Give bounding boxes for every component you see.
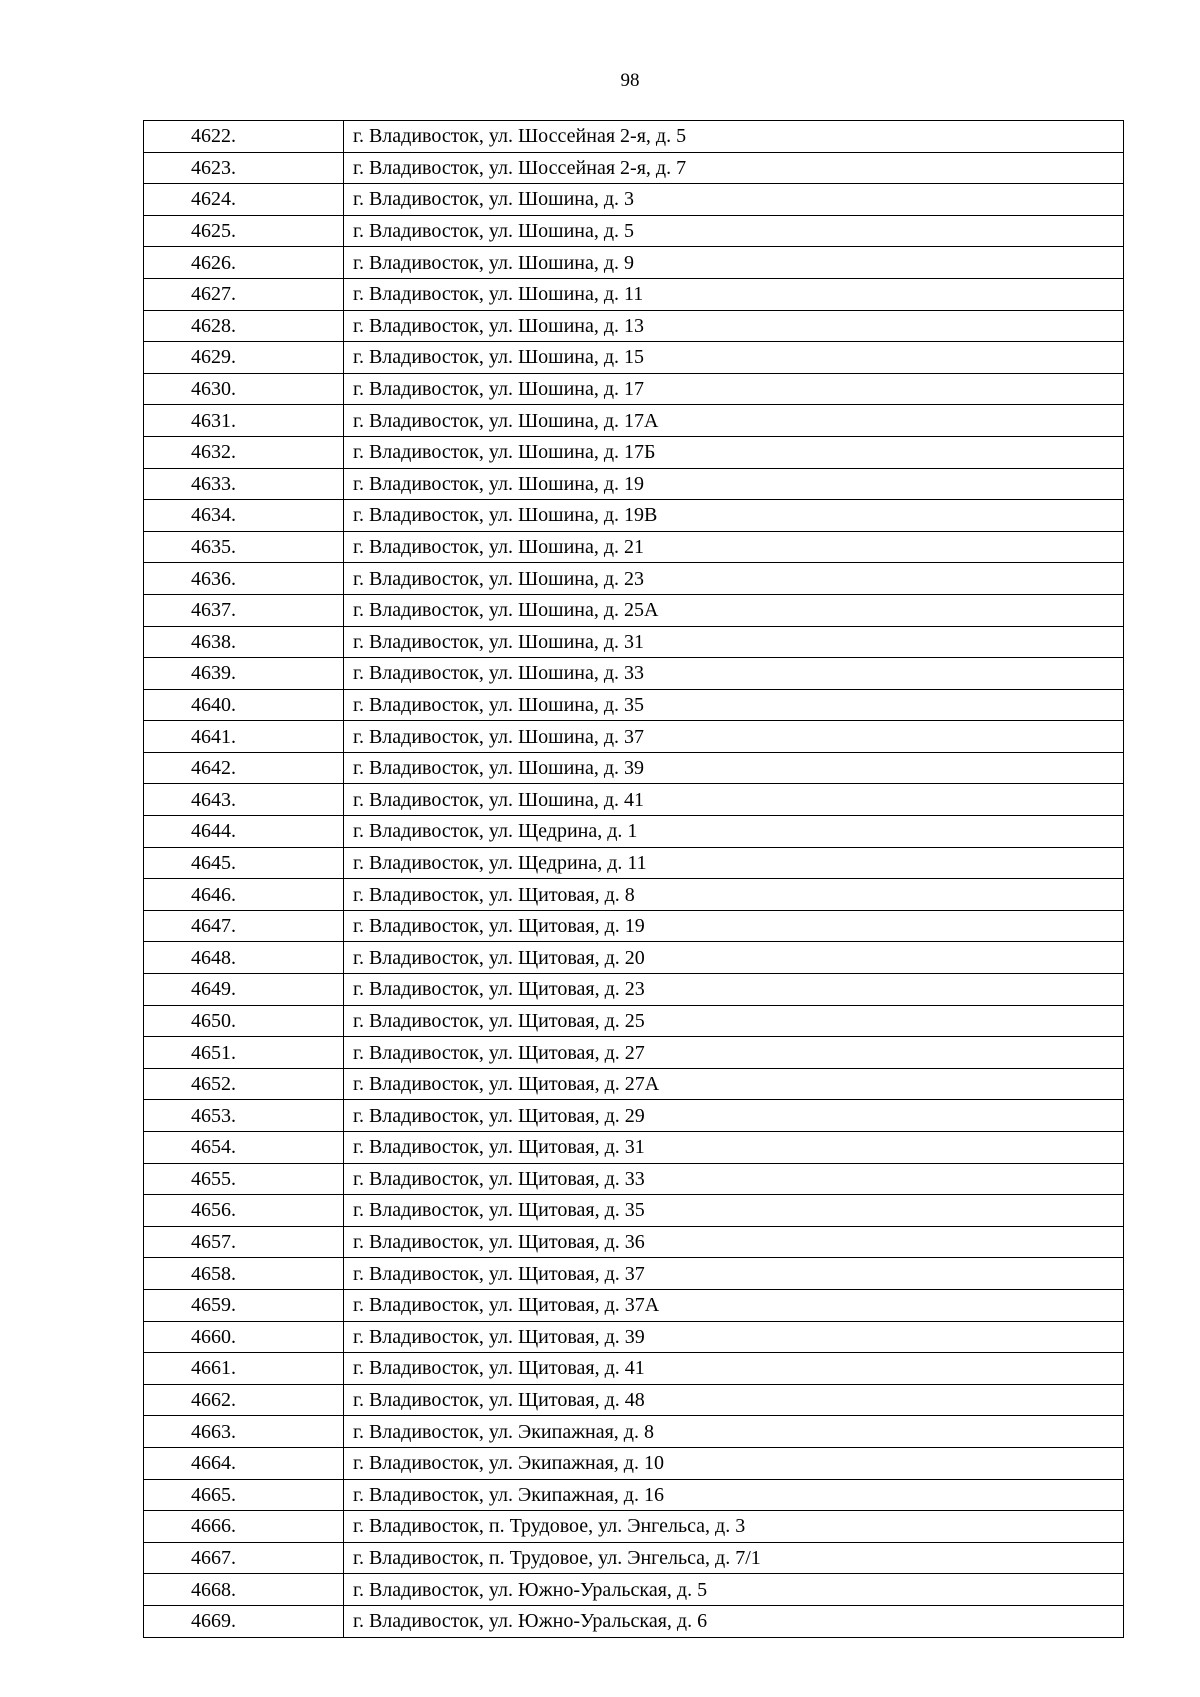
table-row (144, 1195, 1124, 1227)
row-number: 4661. (144, 1353, 344, 1385)
row-number: 4631. (144, 405, 344, 437)
row-number: 4634. (144, 500, 344, 532)
row-address: г. Владивосток, ул. Шошина, д. 17А (344, 405, 1124, 437)
table-row (144, 1384, 1124, 1416)
table-row (144, 1037, 1124, 1069)
table-row (144, 468, 1124, 500)
row-address: г. Владивосток, ул. Шошина, д. 9 (344, 247, 1124, 279)
row-address: г. Владивосток, ул. Шоссейная 2-я, д. 7 (344, 152, 1124, 184)
table-row (144, 1447, 1124, 1479)
row-number: 4664. (144, 1447, 344, 1479)
row-address: г. Владивосток, ул. Щитовая, д. 48 (344, 1384, 1124, 1416)
table-row (144, 563, 1124, 595)
row-address: г. Владивосток, ул. Шошина, д. 15 (344, 342, 1124, 374)
row-number: 4630. (144, 373, 344, 405)
table-row (144, 1511, 1124, 1543)
row-number: 4629. (144, 342, 344, 374)
row-address: г. Владивосток, ул. Шошина, д. 11 (344, 278, 1124, 310)
row-number: 4639. (144, 658, 344, 690)
table-row (144, 531, 1124, 563)
row-number: 4660. (144, 1321, 344, 1353)
table-row (144, 1005, 1124, 1037)
row-address: г. Владивосток, ул. Шошина, д. 3 (344, 184, 1124, 216)
row-address: г. Владивосток, ул. Шошина, д. 35 (344, 689, 1124, 721)
row-number: 4652. (144, 1068, 344, 1100)
table-row (144, 1416, 1124, 1448)
row-number: 4626. (144, 247, 344, 279)
row-address: г. Владивосток, ул. Щитовая, д. 27 (344, 1037, 1124, 1069)
row-address: г. Владивосток, ул. Шошина, д. 13 (344, 310, 1124, 342)
row-number: 4628. (144, 310, 344, 342)
row-number: 4658. (144, 1258, 344, 1290)
row-number: 4654. (144, 1132, 344, 1164)
table-row (144, 247, 1124, 279)
row-address: г. Владивосток, ул. Щитовая, д. 39 (344, 1321, 1124, 1353)
row-number: 4644. (144, 816, 344, 848)
table-row (144, 1289, 1124, 1321)
row-address: г. Владивосток, ул. Экипажная, д. 8 (344, 1416, 1124, 1448)
row-address: г. Владивосток, ул. Шошина, д. 19В (344, 500, 1124, 532)
row-address: г. Владивосток, ул. Щитовая, д. 33 (344, 1163, 1124, 1195)
row-number: 4622. (144, 121, 344, 153)
row-address: г. Владивосток, ул. Щитовая, д. 41 (344, 1353, 1124, 1385)
table-row (144, 436, 1124, 468)
row-address: г. Владивосток, ул. Шошина, д. 5 (344, 215, 1124, 247)
table-row (144, 1132, 1124, 1164)
row-number: 4657. (144, 1226, 344, 1258)
table-row (144, 1605, 1124, 1637)
row-number: 4637. (144, 594, 344, 626)
row-address: г. Владивосток, ул. Щитовая, д. 37 (344, 1258, 1124, 1290)
row-number: 4666. (144, 1511, 344, 1543)
page-number: 98 (620, 70, 640, 91)
row-number: 4650. (144, 1005, 344, 1037)
row-address: г. Владивосток, ул. Щитовая, д. 23 (344, 974, 1124, 1006)
table-row (144, 752, 1124, 784)
table-row (144, 1068, 1124, 1100)
row-number: 4647. (144, 910, 344, 942)
row-address: г. Владивосток, ул. Щитовая, д. 27А (344, 1068, 1124, 1100)
row-number: 4641. (144, 721, 344, 753)
row-number: 4662. (144, 1384, 344, 1416)
row-number: 4669. (144, 1605, 344, 1637)
row-number: 4623. (144, 152, 344, 184)
row-number: 4635. (144, 531, 344, 563)
table-row (144, 1353, 1124, 1385)
row-address: г. Владивосток, ул. Щитовая, д. 36 (344, 1226, 1124, 1258)
row-number: 4627. (144, 278, 344, 310)
row-number: 4646. (144, 879, 344, 911)
table-row (144, 405, 1124, 437)
table-row (144, 847, 1124, 879)
row-address: г. Владивосток, ул. Щитовая, д. 29 (344, 1100, 1124, 1132)
row-number: 4651. (144, 1037, 344, 1069)
table-row (144, 1100, 1124, 1132)
row-address: г. Владивосток, ул. Шошина, д. 17 (344, 373, 1124, 405)
table-row (144, 1574, 1124, 1606)
row-address: г. Владивосток, ул. Щитовая, д. 37А (344, 1289, 1124, 1321)
table-row (144, 278, 1124, 310)
row-address: г. Владивосток, ул. Щедрина, д. 1 (344, 816, 1124, 848)
table-row (144, 879, 1124, 911)
row-address: г. Владивосток, ул. Шошина, д. 41 (344, 784, 1124, 816)
row-address: г. Владивосток, ул. Шошина, д. 23 (344, 563, 1124, 595)
row-address: г. Владивосток, ул. Шошина, д. 19 (344, 468, 1124, 500)
row-address: г. Владивосток, ул. Щитовая, д. 19 (344, 910, 1124, 942)
row-address: г. Владивосток, п. Трудовое, ул. Энгельса, д. 7/1 (344, 1542, 1124, 1574)
row-address: г. Владивосток, ул. Щитовая, д. 31 (344, 1132, 1124, 1164)
row-number: 4632. (144, 436, 344, 468)
table-row (144, 310, 1124, 342)
row-number: 4656. (144, 1195, 344, 1227)
row-address: г. Владивосток, ул. Шошина, д. 33 (344, 658, 1124, 690)
table-row (144, 784, 1124, 816)
row-number: 4649. (144, 974, 344, 1006)
table-row (144, 373, 1124, 405)
table-row (144, 152, 1124, 184)
row-number: 4648. (144, 942, 344, 974)
table-row (144, 658, 1124, 690)
row-number: 4653. (144, 1100, 344, 1132)
row-number: 4665. (144, 1479, 344, 1511)
row-address: г. Владивосток, ул. Щитовая, д. 25 (344, 1005, 1124, 1037)
table-row (144, 121, 1124, 153)
table-row (144, 1258, 1124, 1290)
table-row (144, 816, 1124, 848)
row-address: г. Владивосток, ул. Щитовая, д. 35 (344, 1195, 1124, 1227)
row-address: г. Владивосток, ул. Шошина, д. 31 (344, 626, 1124, 658)
table-row (144, 1163, 1124, 1195)
address-table-body (144, 121, 1124, 1638)
row-number: 4624. (144, 184, 344, 216)
row-number: 4659. (144, 1289, 344, 1321)
row-address: г. Владивосток, ул. Шошина, д. 17Б (344, 436, 1124, 468)
table-row (144, 1321, 1124, 1353)
table-row (144, 1479, 1124, 1511)
row-number: 4645. (144, 847, 344, 879)
table-row (144, 942, 1124, 974)
row-address: г. Владивосток, ул. Шошина, д. 25А (344, 594, 1124, 626)
row-number: 4643. (144, 784, 344, 816)
table-row (144, 342, 1124, 374)
row-number: 4667. (144, 1542, 344, 1574)
table-row (144, 626, 1124, 658)
table-row (144, 1542, 1124, 1574)
table-row (144, 594, 1124, 626)
table-row (144, 910, 1124, 942)
table-row (144, 500, 1124, 532)
address-table (143, 120, 1124, 1638)
row-number: 4636. (144, 563, 344, 595)
row-number: 4655. (144, 1163, 344, 1195)
row-address: г. Владивосток, п. Трудовое, ул. Энгельса, д. 3 (344, 1511, 1124, 1543)
row-address: г. Владивосток, ул. Шошина, д. 21 (344, 531, 1124, 563)
row-address: г. Владивосток, ул. Шошина, д. 37 (344, 721, 1124, 753)
table-row (144, 721, 1124, 753)
row-address: г. Владивосток, ул. Южно-Уральская, д. 5 (344, 1574, 1124, 1606)
table-row (144, 184, 1124, 216)
row-address: г. Владивосток, ул. Экипажная, д. 16 (344, 1479, 1124, 1511)
row-number: 4668. (144, 1574, 344, 1606)
row-number: 4625. (144, 215, 344, 247)
row-address: г. Владивосток, ул. Южно-Уральская, д. 6 (344, 1605, 1124, 1637)
row-address: г. Владивосток, ул. Щитовая, д. 20 (344, 942, 1124, 974)
table-row (144, 215, 1124, 247)
row-number: 4640. (144, 689, 344, 721)
row-address: г. Владивосток, ул. Щитовая, д. 8 (344, 879, 1124, 911)
row-number: 4663. (144, 1416, 344, 1448)
row-address: г. Владивосток, ул. Шоссейная 2-я, д. 5 (344, 121, 1124, 153)
table-row (144, 689, 1124, 721)
table-row (144, 974, 1124, 1006)
row-number: 4633. (144, 468, 344, 500)
row-address: г. Владивосток, ул. Шошина, д. 39 (344, 752, 1124, 784)
row-address: г. Владивосток, ул. Экипажная, д. 10 (344, 1447, 1124, 1479)
table-row (144, 1226, 1124, 1258)
row-number: 4642. (144, 752, 344, 784)
row-address: г. Владивосток, ул. Щедрина, д. 11 (344, 847, 1124, 879)
row-number: 4638. (144, 626, 344, 658)
